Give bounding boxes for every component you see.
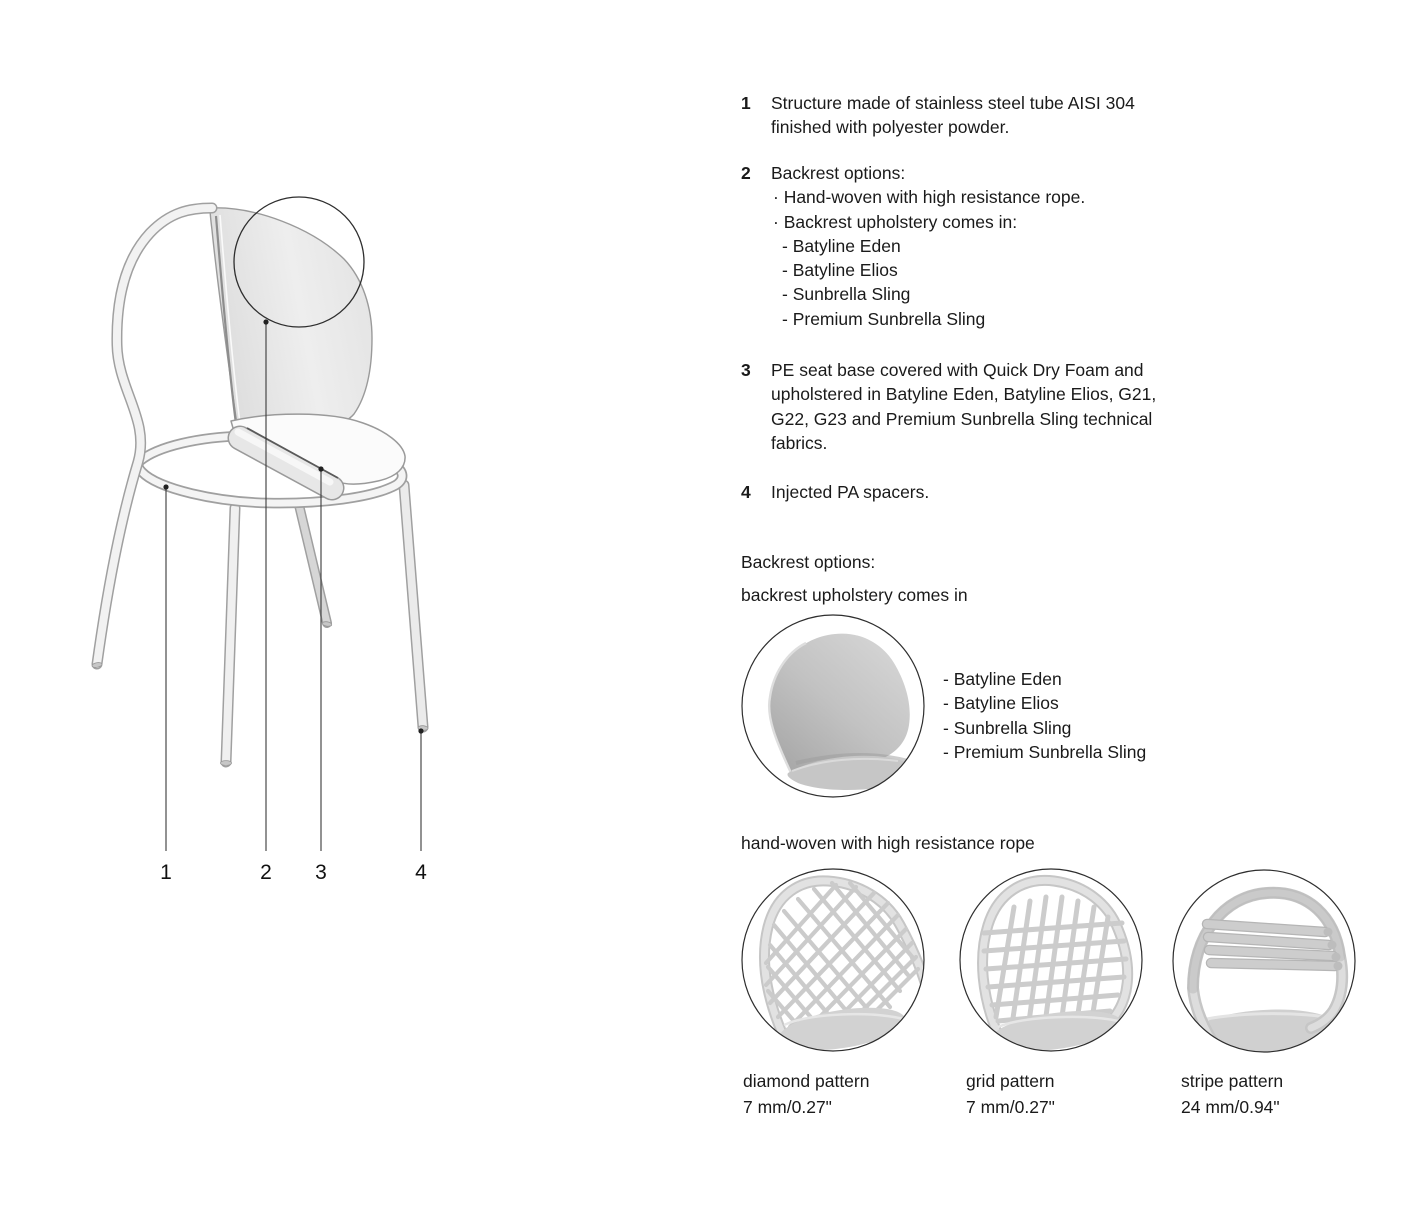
stripe-pattern-label: [1181, 1068, 1283, 1120]
spec-text: [771, 480, 929, 504]
callout-number-1: 1: [160, 861, 172, 884]
spec-text-line: · Hand-woven with high resistance rope.: [773, 187, 1086, 208]
chair-front-leg: [226, 508, 235, 762]
stripe-rope-bands: [1207, 924, 1343, 971]
upholstered-backrest-image: [740, 613, 926, 799]
callout-number-4: 4: [415, 861, 427, 884]
spec-text-line: - Sunbrella Sling: [782, 284, 911, 305]
chair-technical-drawing: [60, 180, 480, 890]
spec-text: [771, 91, 1135, 140]
upholstery-option: - Batyline Elios: [943, 693, 1059, 714]
spec-item-1: [741, 91, 1135, 140]
upholstery-option: - Premium Sunbrella Sling: [943, 741, 1147, 762]
spec-item-4: [741, 480, 929, 504]
callout-number-3: 3: [315, 861, 327, 884]
spec-number: 1: [741, 93, 751, 113]
pattern-name: stripe pattern: [1181, 1071, 1284, 1091]
spec-text-line: PE seat base covered with Quick Dry Foam and: [771, 360, 1144, 380]
upholstery-subheading: backrest upholstery comes in: [741, 585, 968, 605]
spec-number: 2: [741, 163, 751, 183]
stripe-pattern-image: [1171, 868, 1357, 1054]
spec-number: 4: [741, 482, 751, 502]
pattern-size: 7 mm/0.27": [966, 1097, 1055, 1117]
grid-pattern-image: [958, 867, 1144, 1053]
spec-text-line: · Backrest upholstery comes in:: [773, 211, 1018, 232]
spec-text-line: - Premium Sunbrella Sling: [782, 308, 986, 329]
leg-tip-caps: [92, 621, 429, 765]
pattern-size: 7 mm/0.27": [743, 1097, 832, 1117]
spec-text: [771, 358, 1156, 455]
spec-item-3: [741, 358, 1156, 455]
spec-text-line: - Batyline Elios: [782, 260, 898, 281]
diamond-pattern-label: [743, 1068, 869, 1120]
callout-number-2: 2: [260, 861, 272, 884]
pattern-name: diamond pattern: [743, 1071, 870, 1091]
spec-item-2: [741, 161, 1085, 331]
spec-text-line: - Batyline Eden: [782, 235, 901, 256]
pattern-name: grid pattern: [966, 1071, 1055, 1091]
diamond-pattern-image: [740, 867, 926, 1053]
spec-text-line: Injected PA spacers.: [771, 482, 930, 502]
grid-pattern-label: [966, 1068, 1055, 1120]
pattern-size: 24 mm/0.94": [1181, 1097, 1280, 1117]
upholstery-option: - Sunbrella Sling: [943, 717, 1072, 738]
spec-text-line: Structure made of stainless steel tube AISI 304: [771, 93, 1135, 113]
spec-text-line: Backrest options:: [771, 163, 906, 183]
spec-text-line: fabrics.: [771, 432, 828, 453]
spec-text-line: finished with polyester powder.: [771, 117, 1010, 138]
spec-text-line: upholstered in Batyline Eden, Batyline Elios, G21,: [771, 384, 1157, 405]
backrest-options-heading: Backrest options:: [741, 552, 876, 572]
rope-heading: hand-woven with high resistance rope: [741, 833, 1035, 853]
spec-text-line: G22, G23 and Premium Sunbrella Sling technical: [771, 408, 1153, 429]
spec-text: [771, 161, 1085, 331]
upholstery-option: - Batyline Eden: [943, 669, 1062, 689]
grid-rope-lines: [984, 897, 1126, 1031]
upholstery-options-list: [943, 667, 1146, 764]
spec-number: 3: [741, 360, 751, 380]
chair-rear-legs: [299, 485, 423, 727]
chair-seat-cushion: [231, 414, 405, 488]
chair-backrest-panel: [210, 208, 372, 430]
